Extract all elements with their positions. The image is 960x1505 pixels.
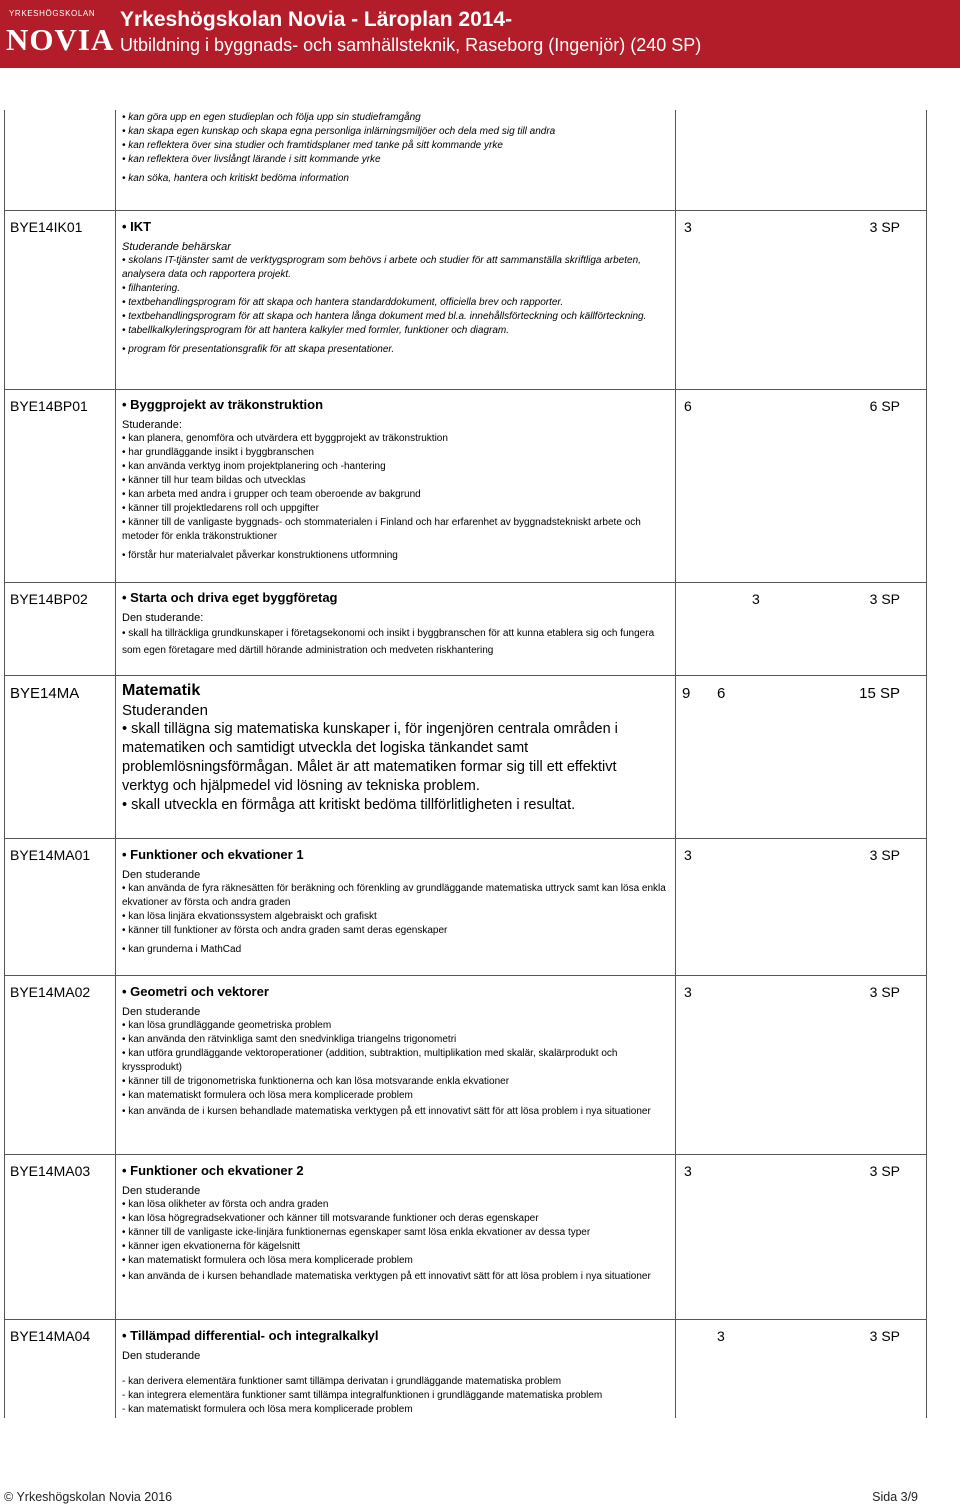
- page-header: [0, 0, 960, 68]
- table-divider: [115, 110, 116, 1418]
- course-title: • IKT: [122, 219, 667, 235]
- page-title: Yrkeshögskolan Novia - Läroplan 2014-: [120, 8, 513, 31]
- list-item: • kan reflektera över sina studier och framtidsplaner med tanke på sitt kommande yrke: [122, 139, 667, 153]
- course-intro: Den studerande:: [122, 612, 204, 624]
- list-item: • kan använda de i kursen behandlade matematiska verktygen på ett innovativt sätt för att lösa problem i nya situationer: [122, 1268, 667, 1285]
- total-credits: 3 SP: [869, 591, 900, 607]
- credits: 9: [682, 685, 691, 702]
- row-divider: [4, 975, 927, 976]
- list-item: • har grundläggande insikt i byggbranschen: [122, 446, 667, 460]
- course-intro: Studerande:: [122, 419, 182, 431]
- list-item: • skall utveckla en förmåga att kritiskt bedöma tillförlitligheten i resultat.: [122, 796, 652, 815]
- list-item: • kan arbeta med andra i grupper och team oberoende av bakgrund: [122, 488, 667, 502]
- course-title: • Starta och driva eget byggföretag: [122, 590, 667, 606]
- row-divider: [4, 675, 927, 676]
- list-item: • filhantering.: [122, 282, 667, 296]
- list-item: - kan matematiskt formulera och lösa mera komplicerade problem: [122, 1404, 413, 1415]
- course-intro: Den studerande: [122, 1185, 201, 1197]
- table-border-right: [926, 110, 927, 1418]
- course-title: • Byggprojekt av träkonstruktion: [122, 397, 667, 413]
- total-credits: 3 SP: [869, 1163, 900, 1179]
- total-credits: 3 SP: [869, 847, 900, 863]
- list-item: • känner till de trigonometriska funktionerna och kan lösa motsvarande enkla ekvationer: [122, 1075, 667, 1089]
- page-subtitle: Utbildning i byggnads- och samhällsteknik, Raseborg (Ingenjör) (240 SP): [120, 35, 702, 55]
- logo-main-text: NOVIA: [6, 22, 115, 57]
- list-item: • förstår hur materialvalet påverkar konstruktionens utformning: [122, 549, 667, 563]
- list-item: • kan lösa högregradsekvationer och känner till motsvarande funktioner och deras egenskaper: [122, 1212, 667, 1226]
- course-code: BYE14MA01: [10, 847, 91, 863]
- list-item: • kan använda den rätvinkliga samt den snedvinkliga triangelns trigonometri: [122, 1033, 667, 1047]
- credits: 6: [684, 398, 692, 414]
- list-item: • kan använda de fyra räknesätten för beräkning och förenkling av grundläggande matematiska uttryck samt kan lösa enkla ekvationer av första och andra graden: [122, 882, 667, 910]
- list-item: • kan lösa olikheter av första och andra graden: [122, 1198, 667, 1212]
- course-code: BYE14MA04: [10, 1328, 91, 1344]
- table-border-left: [4, 110, 5, 1418]
- credits: 3: [684, 847, 692, 863]
- credits: 3: [684, 1163, 692, 1179]
- list-item: • textbehandlingsprogram för att skapa och hantera långa dokument med bl.a. innehållsförteckning och källförteckning.: [122, 310, 667, 324]
- course-title: • Geometri och vektorer: [122, 984, 667, 1000]
- credits: 3: [684, 219, 692, 235]
- course-code: BYE14BP02: [10, 591, 88, 607]
- logo-top-text: YRKESHÖGSKOLAN: [9, 9, 96, 18]
- credits: 3: [752, 591, 760, 607]
- credits: 6: [717, 685, 726, 702]
- course-intro: Den studerande: [122, 869, 201, 881]
- total-credits: 3 SP: [869, 219, 900, 235]
- course-title: • Funktioner och ekvationer 1: [122, 847, 667, 863]
- list-item: • kan använda verktyg inom projektplanering och -hantering: [122, 460, 667, 474]
- total-credits: 15 SP: [859, 685, 900, 702]
- row-divider: [4, 210, 927, 211]
- credits: 3: [684, 984, 692, 1000]
- list-item: • skall tillägna sig matematiska kunskaper i, för ingenjören centrala områden i matematiken och samtidigt utveckla det logiska tänkandet samt problemlösningsförmågan. Målet är att matematiken formar sig till ett effektivt verktyg och hjälpmedel vid lösning av tekniska problem.: [122, 720, 652, 796]
- list-item: • kan utföra grundläggande vektoroperationer (addition, subtraktion, multiplikation med skalär, skalärprodukt och kryssprodukt): [122, 1047, 667, 1075]
- footer-copyright: © Yrkeshögskolan Novia 2016: [4, 1490, 173, 1504]
- row-divider: [4, 389, 927, 390]
- row-divider: [4, 582, 927, 583]
- course-intro: Den studerande: [122, 1350, 201, 1362]
- total-credits: 6 SP: [869, 398, 900, 414]
- row-divider: [4, 1154, 927, 1155]
- novia-logo: [0, 0, 115, 68]
- list-item: • kan matematiskt formulera och lösa mera komplicerade problem: [122, 1254, 667, 1268]
- list-item: • kan göra upp en egen studieplan och följa upp sin studieframgång: [122, 111, 667, 125]
- list-item: • kan skapa egen kunskap och skapa egna personliga inlärningsmiljöer och dela med sig till andra: [122, 125, 667, 139]
- list-item: • kan planera, genomföra och utvärdera ett byggprojekt av träkonstruktion: [122, 432, 667, 446]
- list-item: • program för presentationsgrafik för att skapa presentationer.: [122, 343, 667, 357]
- list-item: • skolans IT-tjänster samt de verktygsprogram som behövs i arbete och studier för att sammanställa skriftliga arbeten, analysera data och rapportera projekt.: [122, 254, 667, 282]
- list-item: • kan söka, hantera och kritiskt bedöma information: [122, 172, 667, 186]
- total-credits: 3 SP: [869, 984, 900, 1000]
- list-item: • känner till projektledarens roll och uppgifter: [122, 502, 667, 516]
- list-item: • känner till hur team bildas och utvecklas: [122, 474, 667, 488]
- course-title: • Funktioner och ekvationer 2: [122, 1163, 667, 1179]
- course-intro: Den studerande: [122, 1006, 201, 1018]
- course-code: BYE14MA: [10, 685, 80, 702]
- course-intro: Studeranden: [122, 702, 208, 719]
- list-item: - kan derivera elementära funktioner samt tillämpa derivatan i grundläggande matematiska problem: [122, 1376, 562, 1387]
- list-item: • tabellkalkyleringsprogram för att hantera kalkyler med formler, funktioner och diagram.: [122, 324, 667, 338]
- row-divider: [4, 1319, 927, 1320]
- list-item: • känner till de vanligaste icke-linjära funktionernas egenskaper samt lösa enkla ekvationer av dessa typer: [122, 1226, 667, 1240]
- course-intro: Studerande behärskar: [122, 241, 231, 253]
- list-item: • skall ha tillräckliga grundkunskaper i företagsekonomi och insikt i byggbranschen för att kunna etablera sig och fungera som egen företagare med därtill hörande administration och medveten riskhantering: [122, 625, 667, 659]
- credits: 3: [717, 1328, 725, 1344]
- table-divider: [675, 110, 676, 1418]
- list-item: • textbehandlingsprogram för att skapa och hantera standarddokument, officiella brev och rapporter.: [122, 296, 667, 310]
- course-code: BYE14BP01: [10, 398, 88, 414]
- course-code: BYE14MA03: [10, 1163, 91, 1179]
- list-item: • känner till funktioner av första och andra graden samt deras egenskaper: [122, 924, 667, 938]
- list-item: • kan reflektera över livslångt lärande i sitt kommande yrke: [122, 153, 667, 167]
- page-number: Sida 3/9: [872, 1490, 918, 1504]
- total-credits: 3 SP: [869, 1328, 900, 1344]
- list-item: • kan använda de i kursen behandlade matematiska verktygen på ett innovativt sätt för att lösa problem i nya situationer: [122, 1103, 667, 1120]
- list-item: • kan grunderna i MathCad: [122, 943, 667, 957]
- list-item: - kan integrera elementära funktioner samt tillämpa integralfunktionen i grundläggande matematiska problem: [122, 1390, 603, 1401]
- course-title: • Tillämpad differential- och integralkalkyl: [122, 1328, 667, 1344]
- list-item: • känner igen ekvationerna för kägelsnitt: [122, 1240, 667, 1254]
- list-item: • kan matematiskt formulera och lösa mera komplicerade problem: [122, 1089, 667, 1103]
- list-item: • kan lösa linjära ekvationssystem algebraiskt och grafiskt: [122, 910, 667, 924]
- course-code: BYE14IK01: [10, 219, 83, 235]
- course-title: Matematik: [122, 682, 201, 699]
- list-item: • känner till de vanligaste byggnads- och stommaterialen i Finland och har erfarenhet av byggnadstekniskt arbete och metoder för enkla träkonstruktioner: [122, 516, 667, 544]
- list-item: • kan lösa grundläggande geometriska problem: [122, 1019, 667, 1033]
- row-divider: [4, 838, 927, 839]
- course-code: BYE14MA02: [10, 984, 91, 1000]
